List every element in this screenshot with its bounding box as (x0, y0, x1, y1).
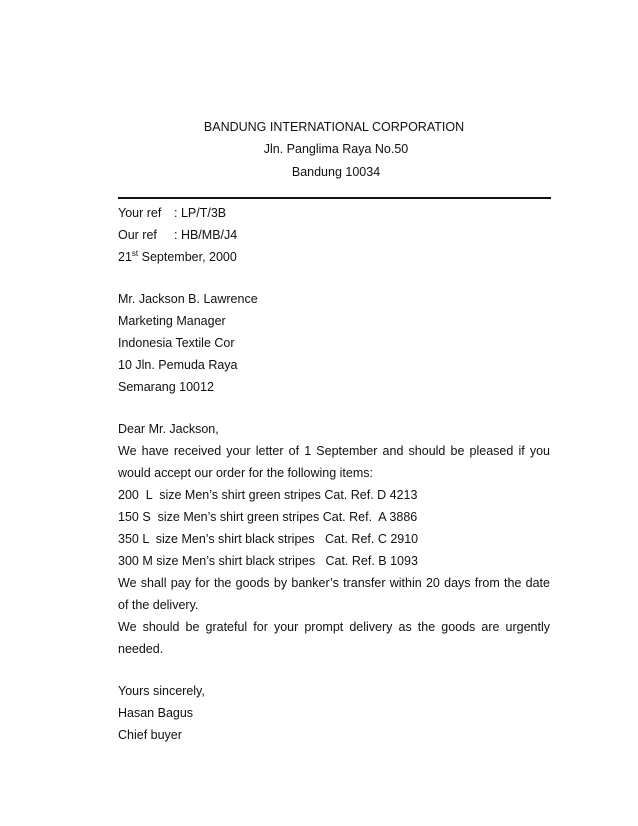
our-ref-value: : HB/MB/J4 (174, 228, 238, 242)
letterhead-divider (118, 197, 551, 199)
payment-line-2: of the delivery. (118, 598, 199, 612)
order-item: 350 L size Men’s shirt black stripes Cat. Ref. C 2910 (118, 532, 419, 546)
payment-line-1: We shall pay for the goods by banker’s transfer within 20 days from the date (118, 576, 550, 590)
recipient-city: Semarang 10012 (118, 380, 214, 394)
recipient-company: Indonesia Textile Cor (118, 336, 235, 350)
grateful-line-1: We should be grateful for your prompt delivery as the goods are urgently (118, 620, 550, 634)
date-suffix: st (131, 249, 139, 258)
recipient-name: Mr. Jackson B. Lawrence (118, 292, 258, 306)
your-ref-row (118, 204, 550, 222)
intro-line-1: We have received your letter of 1 September and should be pleased if you (118, 444, 550, 458)
our-ref-row (118, 226, 550, 244)
your-ref-label: Your ref (118, 206, 162, 220)
recipient-street: 10 Jln. Pemuda Raya (118, 358, 238, 372)
salutation: Dear Mr. Jackson, (118, 422, 219, 436)
our-ref-label: Our ref (118, 228, 157, 242)
letterhead-city: Bandung 10034 (291, 165, 381, 179)
letterhead-street: Jln. Panglima Raya No.50 (263, 142, 409, 156)
order-item: 200 L size Men’s shirt green stripes Cat. Ref. D 4213 (118, 488, 418, 502)
order-item: 150 S size Men’s shirt green stripes Cat. Ref. A 3886 (118, 510, 418, 524)
letter-date (118, 248, 550, 266)
signer-title: Chief buyer (118, 728, 182, 742)
recipient-title: Marketing Manager (118, 314, 226, 328)
your-ref-value: : LP/T/3B (174, 206, 227, 220)
signer-name: Hasan Bagus (118, 706, 194, 720)
grateful-line-2: needed. (118, 642, 164, 656)
date-day: 21 (118, 250, 132, 264)
closing: Yours sincerely, (118, 684, 205, 698)
letterhead-company: BANDUNG INTERNATIONAL CORPORATION (203, 120, 465, 134)
intro-line-2: would accept our order for the following items: (118, 466, 373, 480)
order-item: 300 M size Men’s shirt black stripes Cat. Ref. B 1093 (118, 554, 418, 568)
date-rest: September, 2000 (138, 250, 237, 264)
